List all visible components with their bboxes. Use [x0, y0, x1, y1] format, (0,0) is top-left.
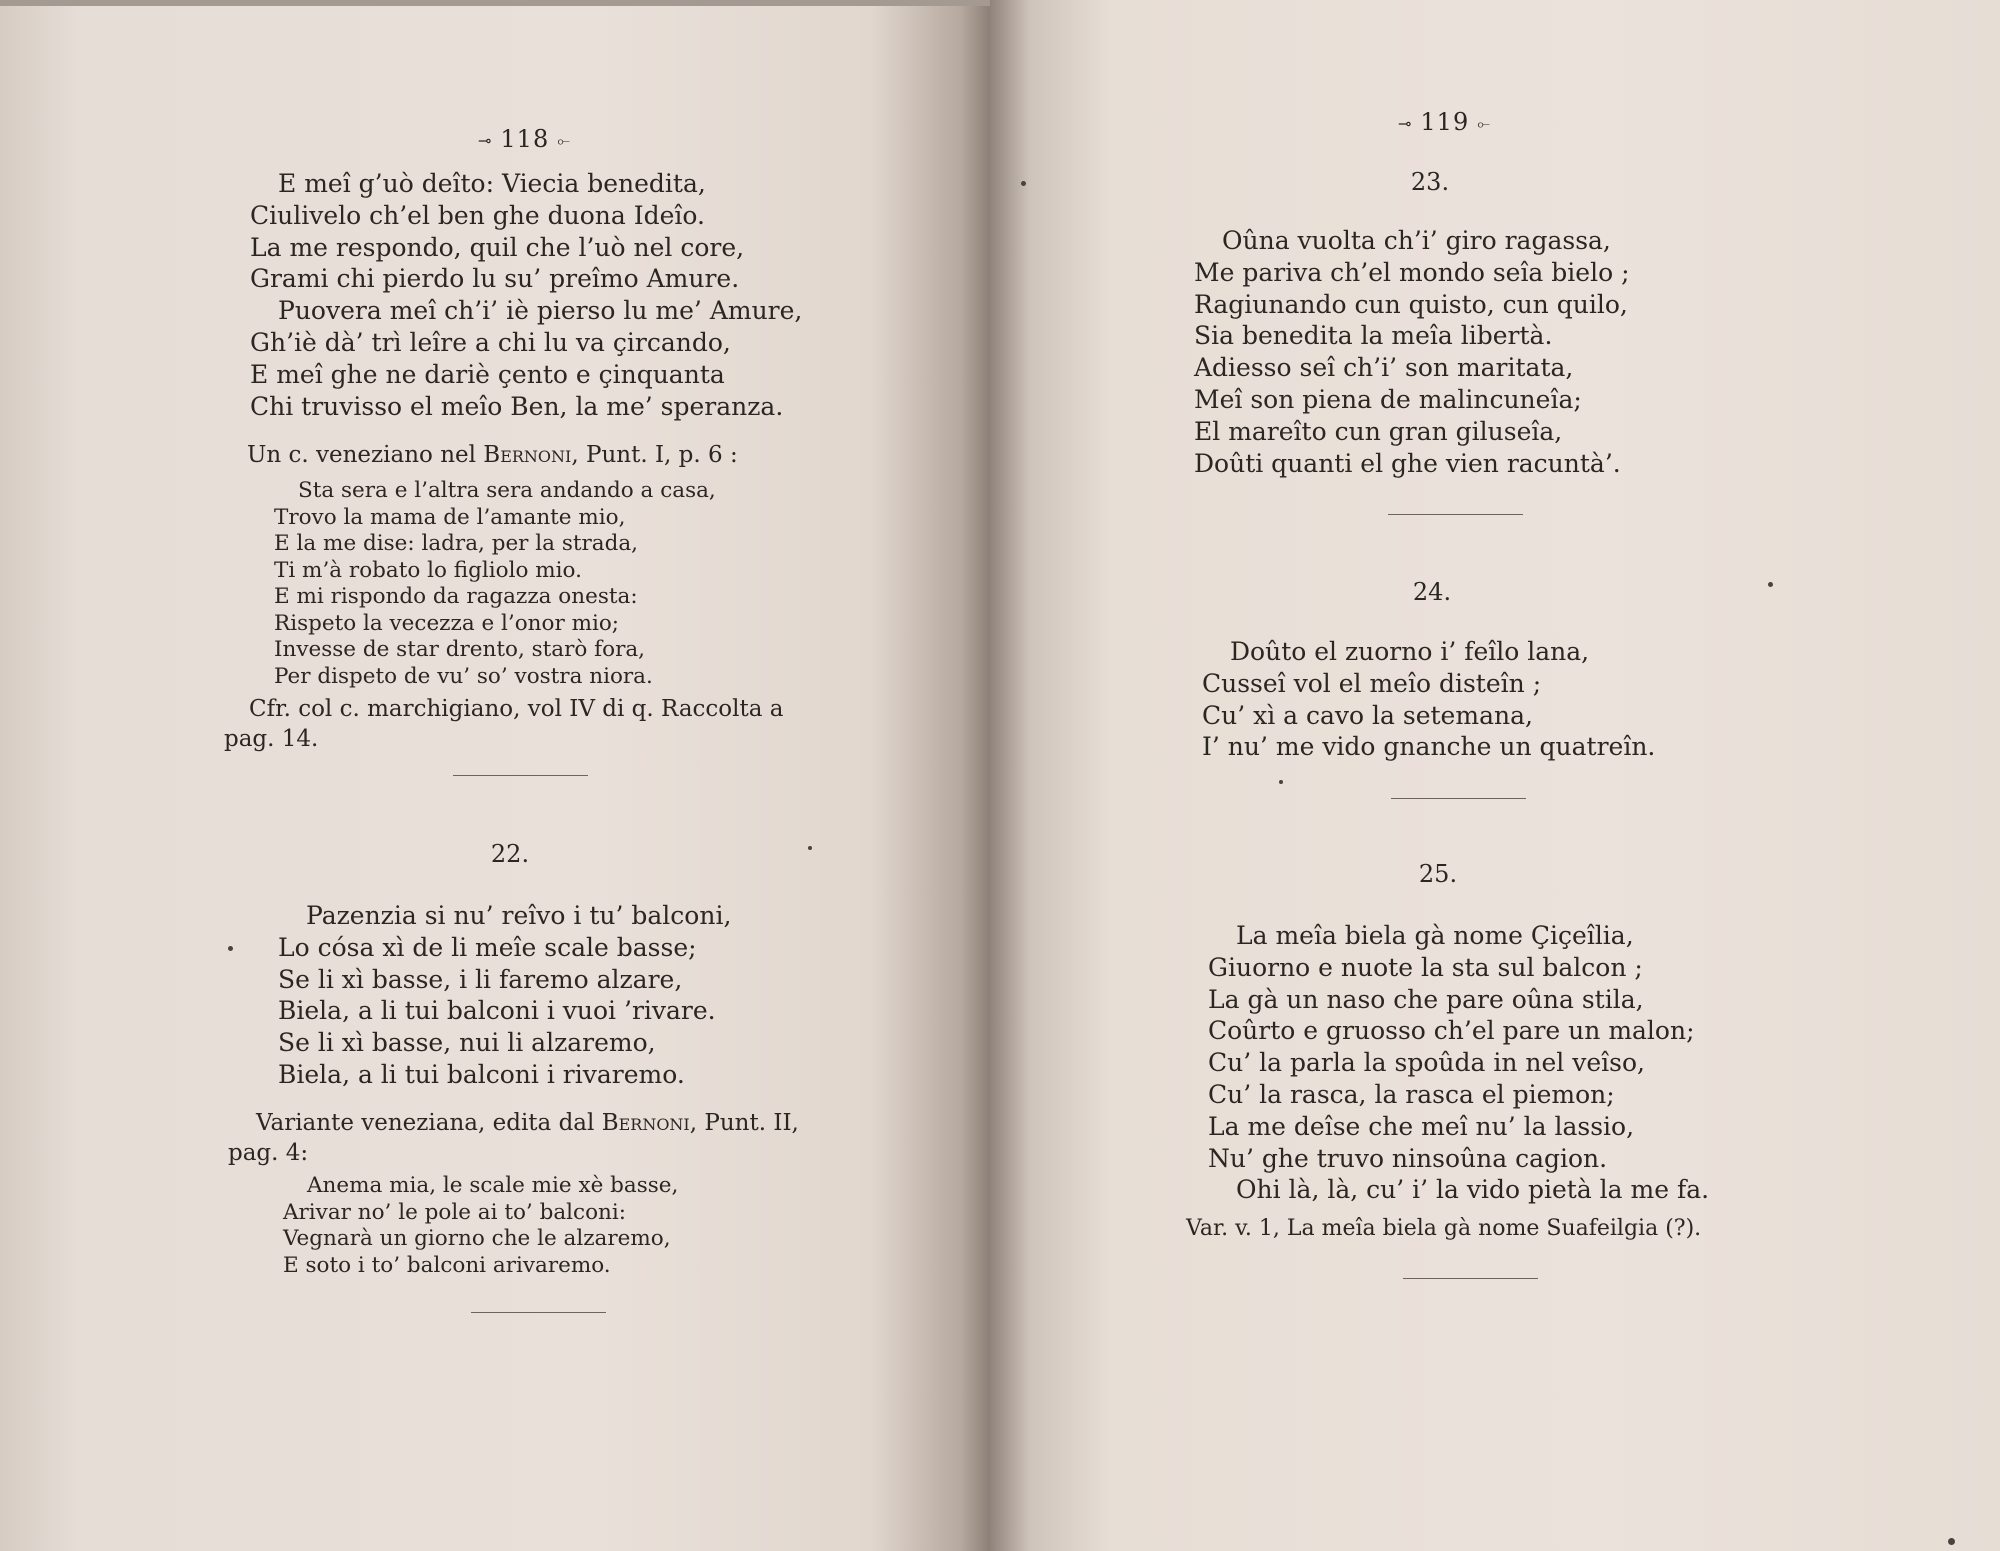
verse-line: Sia benedita la meîa libertà.	[1194, 321, 1553, 351]
verse-line: La meîa biela gà nome Çiçeîlia,	[1236, 921, 1634, 950]
divider-1	[440, 775, 600, 776]
verse-line: Nu’ ghe truvo ninsoûna cagion.	[1208, 1143, 1608, 1173]
variant-line: Ti m’à robato lo figliolo mio.	[274, 557, 582, 583]
divider-rule	[453, 775, 588, 776]
speck	[1279, 780, 1283, 784]
song-number-22: 22.	[490, 840, 530, 868]
note-text: , Punt. I, p. 6 :	[571, 442, 738, 468]
note-cfr	[224, 694, 864, 754]
variant-line: Sta sera e l’altra sera andando a casa,	[298, 478, 716, 503]
verse-line: La me respondo, quil che l’uò nel core,	[250, 232, 745, 262]
note-line	[228, 1108, 868, 1138]
song-number-24: 24.	[1412, 578, 1452, 606]
verse-line: Meî son piena de malincuneîa;	[1194, 384, 1582, 414]
note-bernoni-2	[228, 1108, 868, 1168]
note-line: Cfr. col c. marchigiano, vol IV di q. Raccolta a	[249, 696, 784, 722]
verse-line: Cu’ xì a cavo la setemana,	[1202, 700, 1533, 730]
ornament-left-icon: ⊸	[1398, 114, 1413, 133]
verse-line: La gà un naso che pare oûna stila,	[1208, 984, 1644, 1014]
song-number-25: 25.	[1418, 860, 1458, 888]
verse-line: Puovera meî ch’i’ iè pierso lu me’ Amure,	[278, 296, 803, 326]
note-text: Variante veneziana, edita dal	[256, 1110, 602, 1136]
variant-line: Trovo la mama de l’amante mio,	[274, 504, 626, 530]
verse-line: Doûto el zuorno i’ feîlo lana,	[1230, 637, 1590, 666]
variant-line: Anema mia, le scale mie xè basse,	[307, 1173, 679, 1198]
note-line: pag. 14.	[224, 726, 319, 752]
divider-3	[1385, 514, 1525, 515]
verse-line: Giuorno e nuote la sta sul balcon ;	[1208, 952, 1643, 982]
poem-end-block	[250, 168, 870, 422]
divider-2	[468, 1312, 608, 1313]
verse-line: E meî ghe ne dariè çento e çinquanta	[250, 359, 725, 389]
variant-line: Per dispeto de vu’ so’ vostra niora.	[274, 663, 653, 689]
variant-line: E mi rispondo da ragazza onesta:	[274, 584, 638, 609]
divider-4	[1388, 798, 1528, 799]
verse-line: Biela, a li tui balconi i vuoi ’rivare.	[278, 996, 716, 1026]
variant-line: E soto i to’ balconi arivaremo.	[283, 1252, 611, 1278]
page-number-left-text: 118	[500, 125, 550, 153]
verse-line: Se li xì basse, nui li alzaremo,	[278, 1028, 656, 1058]
verse-line: Cusseî vol el meîo disteîn ;	[1202, 668, 1542, 698]
speck	[228, 946, 233, 951]
verse-line: Oûna vuolta ch’i’ giro ragassa,	[1222, 226, 1611, 255]
song-25-block	[1208, 920, 1808, 1206]
variant-line: Rispeto la vecezza e l’onor mio;	[274, 610, 620, 636]
note-author: Bernoni	[483, 442, 572, 468]
variant-note-25: Var. v. 1, La meîa biela gà nome Suafeilgia (?).	[1186, 1216, 1702, 1241]
note-text: , Punt. II,	[689, 1110, 799, 1136]
variant-lines-2	[283, 1173, 903, 1279]
song-23-block	[1194, 225, 1794, 479]
speck	[1021, 181, 1026, 186]
verse-line: Adiesso seî ch’i’ son maritata,	[1194, 353, 1574, 383]
verse-line: El mareîto cun gran giluseîa,	[1194, 416, 1563, 446]
song-number-23: 23.	[1410, 168, 1450, 196]
variant-line: E la me dise: ladra, per la strada,	[274, 531, 639, 556]
page-number-right-text: 119	[1420, 108, 1470, 136]
divider-rule	[1403, 1278, 1538, 1279]
right-page	[990, 0, 2000, 1551]
song-22-block	[278, 900, 898, 1091]
verse-line: Ciulivelo ch’el ben ghe duona Ideîo.	[250, 200, 705, 230]
page-number-left	[470, 125, 579, 153]
verse-line: Se li xì basse, i li faremo alzare,	[278, 964, 683, 994]
verse-line: Grami chi pierdo lu su’ preîmo Amure.	[250, 264, 740, 294]
divider-rule	[1388, 514, 1523, 515]
verse-line: Gh’iè dà’ trì leîre a chi lu va çircando,	[250, 327, 731, 357]
verse-line: Pazenzia si nu’ reîvo i tu’ balconi,	[306, 901, 732, 930]
variant-block-1	[274, 478, 894, 690]
verse-line: Ragiunando cun quisto, cun quilo,	[1194, 289, 1628, 319]
verse-line: Me pariva ch’el mondo seîa bielo ;	[1194, 257, 1630, 287]
verse-line: Biela, a li tui balconi i rivaremo.	[278, 1059, 685, 1089]
poem-end-lines	[250, 168, 870, 422]
verse-line: Ohi là, là, cu’ i’ la vido pietà la me fa.	[1236, 1175, 1710, 1205]
ornament-right-icon: ⟜	[557, 130, 572, 150]
speck	[1948, 1538, 1955, 1545]
note-bernoni-1	[247, 440, 867, 470]
verse-line: Lo cósa xì de li meîe scale basse;	[278, 932, 697, 962]
note-author: Bernoni	[601, 1110, 690, 1136]
note-text: Un c. veneziano nel	[247, 442, 484, 468]
verse-line: Cu’ la parla la spoûda in nel veîso,	[1208, 1048, 1645, 1078]
variant-block-2	[283, 1173, 903, 1279]
verse-line: I’ nu’ me vido gnanche un quatreîn.	[1202, 732, 1656, 762]
song-23-lines	[1194, 225, 1794, 479]
song-22-lines	[278, 900, 898, 1091]
song-24-block	[1202, 636, 1802, 763]
divider-5	[1400, 1278, 1540, 1279]
ornament-left-icon: ⊸	[478, 131, 493, 150]
speck	[808, 846, 812, 850]
verse-line: Coûrto e gruosso ch’el pare un malon;	[1208, 1016, 1695, 1046]
verse-line: Doûti quanti el ghe vien racuntà’.	[1194, 448, 1621, 478]
divider-rule	[471, 1312, 606, 1313]
verse-line: E meî g’uò deîto: Viecia benedita,	[278, 169, 706, 198]
variant-line: Arivar no’ le pole ai to’ balconi:	[283, 1199, 626, 1225]
song-24-lines	[1202, 636, 1802, 763]
left-page	[0, 0, 990, 1551]
speck	[1768, 582, 1773, 587]
verse-line: La me deîse che meî nu’ la lassio,	[1208, 1111, 1635, 1141]
verse-line: Chi truvisso el meîo Ben, la me’ speranza.	[250, 391, 784, 421]
divider-rule	[1391, 798, 1526, 799]
note-line: pag. 4:	[228, 1140, 309, 1166]
ornament-right-icon: ⟜	[1477, 113, 1492, 133]
variant-lines-1	[274, 478, 894, 690]
verse-line: Cu’ la rasca, la rasca el piemon;	[1208, 1079, 1615, 1109]
variant-line: Vegnarà un giorno che le alzaremo,	[283, 1226, 671, 1251]
song-25-lines	[1208, 920, 1808, 1206]
page-number-right	[1390, 108, 1499, 136]
variant-line: Invesse de star drento, starò fora,	[274, 637, 646, 662]
